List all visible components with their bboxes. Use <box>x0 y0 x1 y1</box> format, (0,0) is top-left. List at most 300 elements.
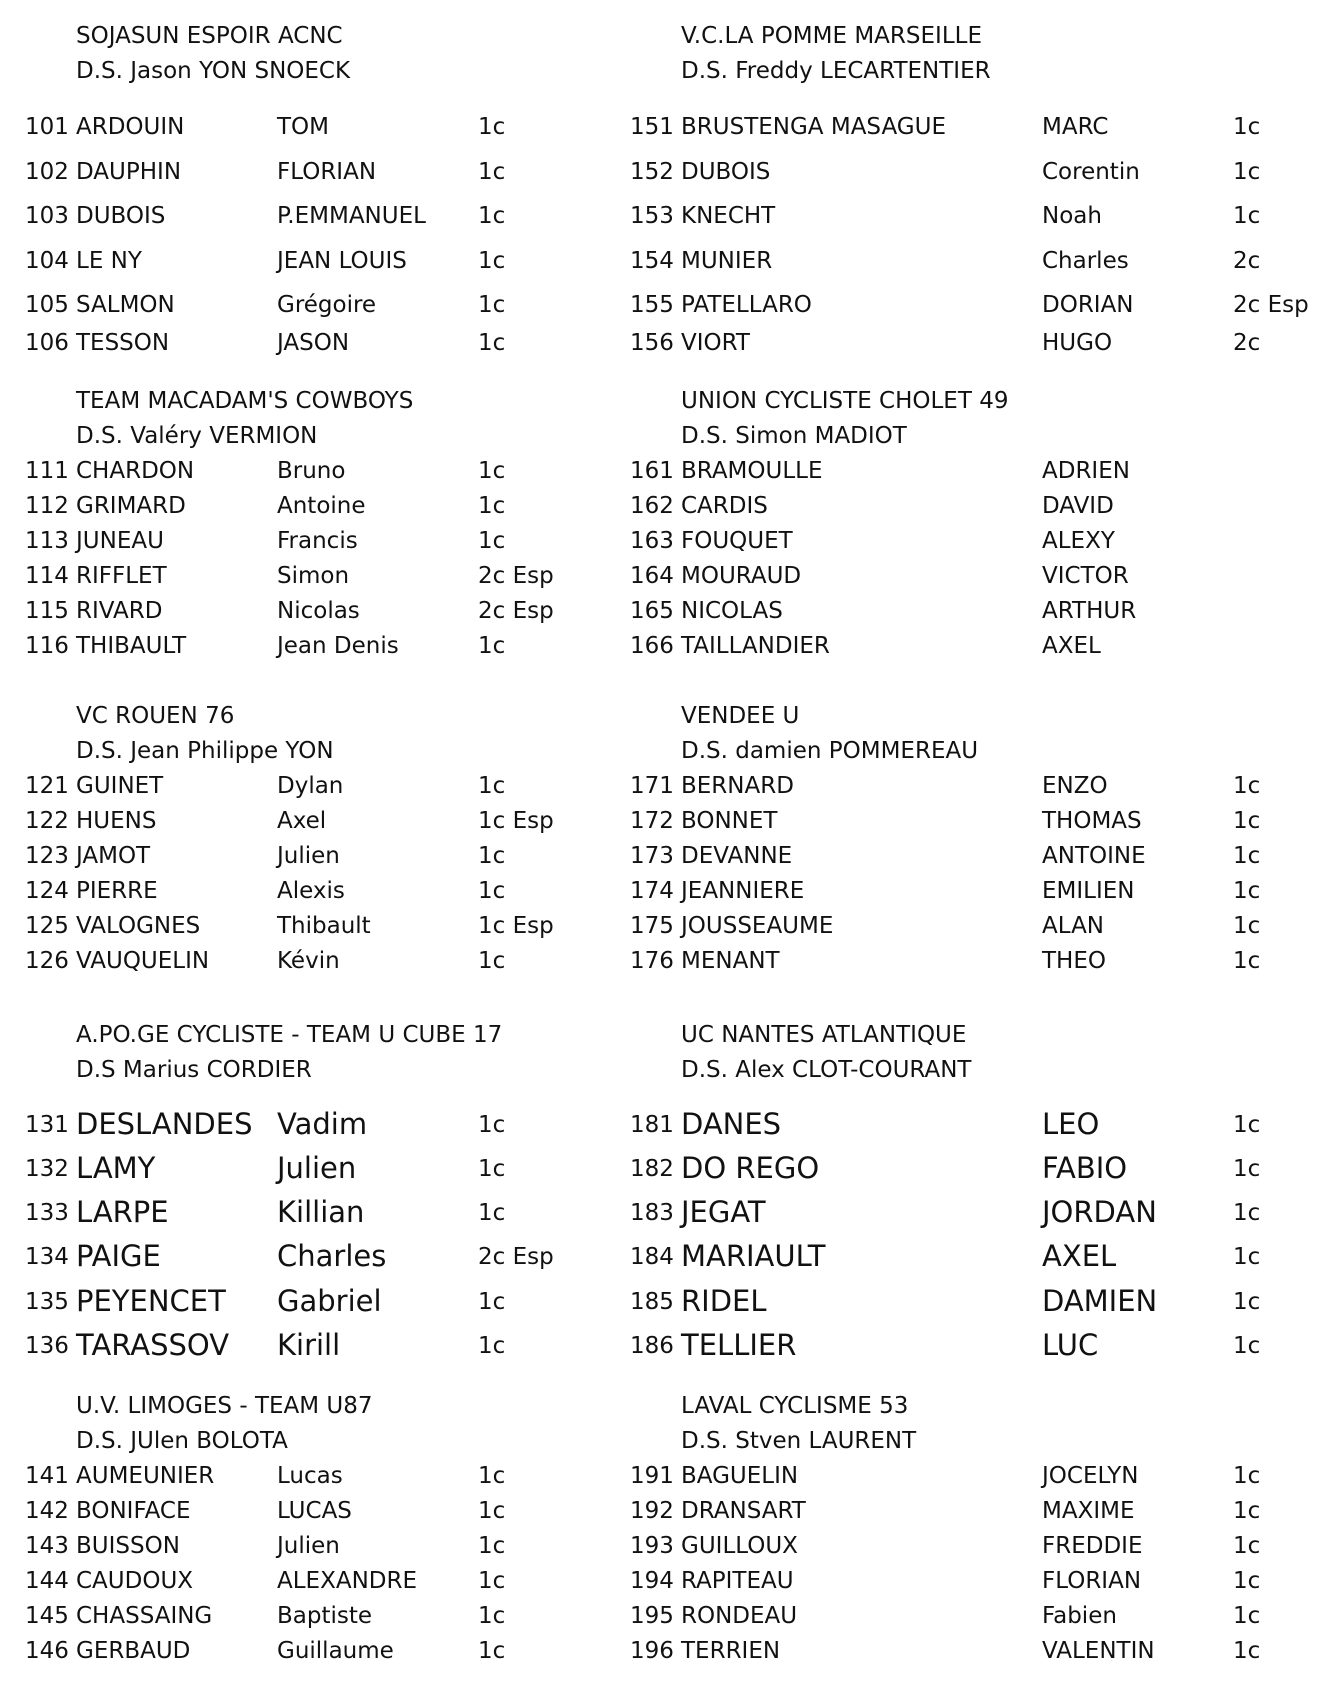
rider-row <box>630 878 1261 910</box>
team-name: VENDEE U <box>681 703 800 729</box>
team-director: D.S. Jason YON SNOECK <box>76 58 351 84</box>
rider-category: 1c <box>1233 808 1261 834</box>
rider-number: 182 <box>630 1156 674 1182</box>
rider-last-name: NICOLAS <box>681 598 783 624</box>
rider-last-name: RAPITEAU <box>681 1568 794 1594</box>
rider-category: 1c <box>478 633 506 659</box>
rider-row <box>25 915 645 945</box>
rider-category: 1c <box>478 1638 506 1664</box>
rider-number: 113 <box>25 528 69 554</box>
rider-number: 131 <box>25 1112 69 1138</box>
rider-row <box>630 1603 1261 1635</box>
rider-category: 1c <box>478 1289 506 1315</box>
rider-last-name: MOURAUD <box>681 563 802 589</box>
rider-category: 2c Esp <box>478 563 554 589</box>
rider-number: 175 <box>630 913 674 939</box>
rider-number: 162 <box>630 493 674 519</box>
team-name: UNION CYCLISTE CHOLET 49 <box>681 388 1009 414</box>
rider-category: 1c <box>1233 1498 1261 1524</box>
rider-category: 1c <box>478 1533 506 1559</box>
rider-number: 121 <box>25 773 69 799</box>
rider-first-name: Charles <box>277 1239 387 1273</box>
rider-number: 183 <box>630 1200 674 1226</box>
rider-row <box>25 1195 645 1232</box>
rider-first-name: Simon <box>277 563 350 589</box>
rider-last-name: BERNARD <box>681 773 794 799</box>
rider-last-name: RONDEAU <box>681 1603 798 1629</box>
rider-first-name: Dylan <box>277 773 344 799</box>
rider-first-name: FABIO <box>1042 1151 1128 1185</box>
rider-row <box>630 1195 1261 1232</box>
rider-last-name: MUNIER <box>681 248 773 274</box>
rider-first-name: LUCAS <box>277 1498 352 1524</box>
rider-last-name: FOUQUET <box>681 528 793 554</box>
team-name: UC NANTES ATLANTIQUE <box>681 1022 967 1048</box>
rider-row <box>25 294 645 324</box>
rider-row <box>630 1107 1261 1144</box>
rider-first-name: DAVID <box>1042 493 1114 519</box>
rider-first-name: Gabriel <box>277 1284 382 1318</box>
rider-number: 186 <box>630 1333 674 1359</box>
rider-last-name: PAIGE <box>76 1239 161 1273</box>
rider-row <box>630 1284 1261 1321</box>
rider-first-name: AXEL <box>1042 633 1101 659</box>
rider-last-name: HUENS <box>76 808 157 834</box>
rider-last-name: BONIFACE <box>76 1498 191 1524</box>
team-name: TEAM MACADAM'S COWBOYS <box>76 388 414 414</box>
rider-last-name: VAUQUELIN <box>76 948 210 974</box>
rider-first-name: ENZO <box>1042 773 1108 799</box>
rider-number: 143 <box>25 1533 69 1559</box>
rider-first-name: Lucas <box>277 1463 343 1489</box>
rider-category: 1c <box>1233 1568 1261 1594</box>
rider-category: 1c <box>1233 1638 1261 1664</box>
rider-number: 124 <box>25 878 69 904</box>
rider-last-name: JAMOT <box>76 843 151 869</box>
rider-number: 194 <box>630 1568 674 1594</box>
rider-row <box>25 1284 645 1321</box>
rider-last-name: CAUDOUX <box>76 1568 194 1594</box>
team-director: D.S. Stven LAURENT <box>681 1428 917 1454</box>
rider-number: 154 <box>630 248 674 274</box>
rider-category: 1c <box>1233 1156 1261 1182</box>
team-name: U.V. LIMOGES - TEAM U87 <box>76 1393 373 1419</box>
rider-first-name: MAXIME <box>1042 1498 1135 1524</box>
rider-category: 1c <box>478 1333 506 1359</box>
rider-number: 105 <box>25 292 69 318</box>
team-name: V.C.LA POMME MARSEILLE <box>681 23 982 49</box>
rider-first-name: JORDAN <box>1042 1195 1157 1229</box>
rider-category: 1c <box>478 1463 506 1489</box>
rider-last-name: ARDOUIN <box>76 114 185 140</box>
rider-first-name: Charles <box>1042 248 1129 274</box>
rider-last-name: DANES <box>681 1107 782 1141</box>
rider-last-name: BUISSON <box>76 1533 180 1559</box>
rider-last-name: VIORT <box>681 330 750 356</box>
rider-number: 172 <box>630 808 674 834</box>
rider-first-name: Bruno <box>277 458 346 484</box>
rider-row <box>25 600 645 630</box>
rider-first-name: Nicolas <box>277 598 360 624</box>
team-name: LAVAL CYCLISME 53 <box>681 1393 909 1419</box>
rider-number: 142 <box>25 1498 69 1524</box>
rider-number: 163 <box>630 528 674 554</box>
rider-first-name: JOCELYN <box>1042 1463 1139 1489</box>
rider-last-name: RIDEL <box>681 1284 767 1318</box>
rider-category: 1c <box>1233 203 1261 229</box>
rider-last-name: RIVARD <box>76 598 163 624</box>
rider-number: 133 <box>25 1200 69 1226</box>
rider-last-name: JUNEAU <box>76 528 164 554</box>
rider-category: 1c Esp <box>478 913 554 939</box>
rider-row <box>25 460 645 490</box>
rider-category: 2c Esp <box>478 1244 554 1270</box>
rider-last-name: JEGAT <box>681 1195 766 1229</box>
rider-last-name: PEYENCET <box>76 1284 226 1318</box>
rider-last-name: TELLIER <box>681 1328 797 1362</box>
rider-category: 1c <box>478 1498 506 1524</box>
rider-row <box>25 810 645 840</box>
rider-first-name: Jean Denis <box>277 633 399 659</box>
rider-number: 166 <box>630 633 674 659</box>
rider-category: 1c <box>1233 843 1261 869</box>
rider-first-name: Vadim <box>277 1107 368 1141</box>
rider-last-name: GUINET <box>76 773 164 799</box>
rider-row <box>630 843 1261 875</box>
rider-number: 144 <box>25 1568 69 1594</box>
rider-row <box>630 330 1261 362</box>
rider-category: 1c <box>478 114 506 140</box>
rider-row <box>25 1328 645 1365</box>
rider-last-name: DUBOIS <box>681 159 771 185</box>
rider-number: 123 <box>25 843 69 869</box>
team-director: D.S. damien POMMEREAU <box>681 738 979 764</box>
team-director: D.S. Valéry VERMION <box>76 423 318 449</box>
rider-first-name: Noah <box>1042 203 1102 229</box>
rider-row <box>630 159 1261 191</box>
rider-category: 1c <box>1233 1603 1261 1629</box>
rider-category: 1c <box>478 948 506 974</box>
rider-last-name: TERRIEN <box>681 1638 781 1664</box>
rider-number: 136 <box>25 1333 69 1359</box>
rider-last-name: TESSON <box>76 330 170 356</box>
rider-number: 135 <box>25 1289 69 1315</box>
rider-row <box>25 635 645 665</box>
rider-last-name: LE NY <box>76 248 142 274</box>
rider-row <box>25 1500 645 1530</box>
rider-number: 125 <box>25 913 69 939</box>
rider-number: 126 <box>25 948 69 974</box>
rider-row <box>25 565 645 595</box>
rider-first-name: DORIAN <box>1042 292 1134 318</box>
rider-row <box>630 495 1250 525</box>
rider-number: 161 <box>630 458 674 484</box>
rider-row <box>630 773 1261 805</box>
rider-row <box>25 1570 645 1600</box>
rider-row <box>630 203 1261 235</box>
rider-row <box>630 1638 1261 1670</box>
rider-first-name: FREDDIE <box>1042 1533 1143 1559</box>
rider-category: 1c <box>1233 878 1261 904</box>
rider-row <box>25 205 645 235</box>
rider-last-name: PATELLARO <box>681 292 812 318</box>
rider-number: 112 <box>25 493 69 519</box>
rider-last-name: MARIAULT <box>681 1239 826 1273</box>
rider-number: 101 <box>25 114 69 140</box>
rider-first-name: VICTOR <box>1042 563 1129 589</box>
rider-row <box>630 248 1261 280</box>
rider-row <box>630 114 1261 146</box>
rider-first-name: EMILIEN <box>1042 878 1135 904</box>
rider-category: 1c <box>478 1568 506 1594</box>
rider-first-name: FLORIAN <box>277 159 377 185</box>
rider-last-name: BRUSTENGA MASAGUE <box>681 114 946 140</box>
rider-number: 141 <box>25 1463 69 1489</box>
rider-number: 165 <box>630 598 674 624</box>
rider-number: 115 <box>25 598 69 624</box>
rider-category: 1c <box>478 1112 506 1138</box>
rider-first-name: MARC <box>1042 114 1109 140</box>
rider-category: 1c <box>1233 1463 1261 1489</box>
rider-category: 1c <box>478 528 506 554</box>
rider-first-name: LUC <box>1042 1328 1099 1362</box>
rider-last-name: THIBAULT <box>76 633 187 659</box>
rider-last-name: LAMY <box>76 1151 156 1185</box>
team-director: D.S. Alex CLOT-COURANT <box>681 1057 972 1083</box>
rider-last-name: TAILLANDIER <box>681 633 830 659</box>
rider-category: 1c <box>478 878 506 904</box>
team-director: D.S. JUlen BOLOTA <box>76 1428 288 1454</box>
rider-last-name: DO REGO <box>681 1151 820 1185</box>
rider-category: 1c <box>478 773 506 799</box>
rider-row <box>25 332 645 362</box>
rider-row <box>630 292 1309 324</box>
rider-first-name: VALENTIN <box>1042 1638 1155 1664</box>
rider-last-name: BRAMOULLE <box>681 458 823 484</box>
rider-category: 1c <box>478 292 506 318</box>
rider-row <box>630 460 1250 490</box>
rider-row <box>630 635 1250 665</box>
rider-row <box>25 775 645 805</box>
rider-number: 171 <box>630 773 674 799</box>
rider-first-name: ALEXY <box>1042 528 1115 554</box>
rider-row <box>25 880 645 910</box>
rider-category: 2c Esp <box>478 598 554 624</box>
rider-category: 1c <box>1233 1244 1261 1270</box>
rider-row <box>25 1107 645 1144</box>
rider-last-name: KNECHT <box>681 203 776 229</box>
rider-category: 1c <box>478 203 506 229</box>
rider-category: 1c <box>478 159 506 185</box>
rider-number: 153 <box>630 203 674 229</box>
team-name: A.PO.GE CYCLISTE - TEAM U CUBE 17 <box>76 1022 503 1048</box>
rider-first-name: P.EMMANUEL <box>277 203 426 229</box>
rider-row <box>25 1465 645 1495</box>
rider-category: 1c <box>1233 1112 1261 1138</box>
rider-first-name: ARTHUR <box>1042 598 1137 624</box>
rider-category: 1c <box>1233 1200 1261 1226</box>
rider-last-name: PIERRE <box>76 878 158 904</box>
rider-last-name: GERBAUD <box>76 1638 191 1664</box>
rider-first-name: Antoine <box>277 493 366 519</box>
rider-first-name: ALAN <box>1042 913 1105 939</box>
rider-number: 191 <box>630 1463 674 1489</box>
rider-category: 1c <box>1233 1533 1261 1559</box>
rider-number: 155 <box>630 292 674 318</box>
rider-first-name: JASON <box>277 330 350 356</box>
rider-first-name: Killian <box>277 1195 365 1229</box>
rider-number: 156 <box>630 330 674 356</box>
rider-last-name: RIFFLET <box>76 563 167 589</box>
rider-row <box>630 1533 1261 1565</box>
rider-row <box>630 913 1261 945</box>
rider-first-name: Julien <box>277 1533 340 1559</box>
rider-category: 1c <box>1233 913 1261 939</box>
team-name: SOJASUN ESPOIR ACNC <box>76 23 343 49</box>
rider-number: 176 <box>630 948 674 974</box>
rider-category: 1c <box>478 458 506 484</box>
team-director: D.S. Freddy LECARTENTIER <box>681 58 991 84</box>
rider-row <box>25 1605 645 1635</box>
rider-number: 114 <box>25 563 69 589</box>
rider-category: 1c <box>1233 114 1261 140</box>
rider-number: 173 <box>630 843 674 869</box>
rider-first-name: Corentin <box>1042 159 1140 185</box>
rider-last-name: DRANSART <box>681 1498 806 1524</box>
rider-row <box>630 808 1261 840</box>
rider-number: 146 <box>25 1638 69 1664</box>
rider-last-name: BAGUELIN <box>681 1463 799 1489</box>
team-name: VC ROUEN 76 <box>76 703 235 729</box>
rider-first-name: Francis <box>277 528 358 554</box>
rider-category: 1c <box>478 493 506 519</box>
rider-last-name: DESLANDES <box>76 1107 253 1141</box>
rider-row <box>630 600 1250 630</box>
rider-number: 192 <box>630 1498 674 1524</box>
rider-first-name: Grégoire <box>277 292 377 318</box>
rider-row <box>25 161 645 191</box>
rider-number: 103 <box>25 203 69 229</box>
rider-last-name: JEANNIERE <box>681 878 805 904</box>
rider-category: 1c <box>1233 159 1261 185</box>
rider-first-name: ADRIEN <box>1042 458 1130 484</box>
rider-first-name: TOM <box>277 114 329 140</box>
rider-first-name: Alexis <box>277 878 345 904</box>
rider-last-name: SALMON <box>76 292 175 318</box>
rider-row <box>630 565 1250 595</box>
rider-number: 132 <box>25 1156 69 1182</box>
rider-number: 134 <box>25 1244 69 1270</box>
rider-number: 104 <box>25 248 69 274</box>
rider-first-name: LEO <box>1042 1107 1100 1141</box>
rider-last-name: CARDIS <box>681 493 768 519</box>
rider-category: 1c <box>1233 1333 1261 1359</box>
team-director: D.S. Simon MADIOT <box>681 423 907 449</box>
rider-row <box>630 1568 1261 1600</box>
rider-number: 116 <box>25 633 69 659</box>
rider-row <box>630 1328 1261 1365</box>
rider-category: 1c <box>1233 1289 1261 1315</box>
rider-first-name: Thibault <box>277 913 371 939</box>
rider-last-name: VALOGNES <box>76 913 201 939</box>
rider-number: 196 <box>630 1638 674 1664</box>
rider-last-name: DAUPHIN <box>76 159 182 185</box>
rider-category: 1c <box>1233 773 1261 799</box>
rider-first-name: Julien <box>277 843 340 869</box>
rider-last-name: BONNET <box>681 808 778 834</box>
team-director: D.S Marius CORDIER <box>76 1057 312 1083</box>
rider-first-name: DAMIEN <box>1042 1284 1158 1318</box>
rider-last-name: CHARDON <box>76 458 195 484</box>
rider-category: 1c <box>1233 948 1261 974</box>
rider-first-name: Baptiste <box>277 1603 373 1629</box>
rider-number: 185 <box>630 1289 674 1315</box>
rider-last-name: AUMEUNIER <box>76 1463 215 1489</box>
rider-number: 193 <box>630 1533 674 1559</box>
rider-row <box>25 250 645 280</box>
rider-category: 1c Esp <box>478 808 554 834</box>
rider-last-name: DUBOIS <box>76 203 166 229</box>
rider-last-name: DEVANNE <box>681 843 793 869</box>
rider-first-name: THOMAS <box>1042 808 1142 834</box>
rider-number: 111 <box>25 458 69 484</box>
rider-row <box>630 1463 1261 1495</box>
rider-number: 152 <box>630 159 674 185</box>
rider-first-name: AXEL <box>1042 1239 1117 1273</box>
rider-number: 106 <box>25 330 69 356</box>
rider-category: 1c <box>478 1200 506 1226</box>
rider-last-name: MENANT <box>681 948 780 974</box>
rider-category: 1c <box>478 1603 506 1629</box>
rider-row <box>630 1498 1261 1530</box>
rider-row <box>630 1151 1261 1188</box>
rider-number: 174 <box>630 878 674 904</box>
rider-first-name: Guillaume <box>277 1638 394 1664</box>
rider-first-name: Julien <box>277 1151 357 1185</box>
rider-last-name: CHASSAING <box>76 1603 213 1629</box>
rider-number: 184 <box>630 1244 674 1270</box>
rider-number: 122 <box>25 808 69 834</box>
rider-row <box>25 495 645 525</box>
rider-category: 1c <box>478 248 506 274</box>
rider-first-name: ALEXANDRE <box>277 1568 417 1594</box>
rider-category: 2c Esp <box>1233 292 1309 318</box>
rider-number: 151 <box>630 114 674 140</box>
rider-row <box>630 530 1250 560</box>
rider-first-name: ANTOINE <box>1042 843 1146 869</box>
rider-first-name: Kévin <box>277 948 340 974</box>
rider-number: 181 <box>630 1112 674 1138</box>
team-director: D.S. Jean Philippe YON <box>76 738 334 764</box>
rider-last-name: JOUSSEAUME <box>681 913 834 939</box>
rider-row <box>25 116 645 146</box>
rider-category: 1c <box>478 330 506 356</box>
rider-row <box>630 948 1261 980</box>
rider-first-name: Kirill <box>277 1328 341 1362</box>
rider-row <box>25 1151 645 1188</box>
rider-row <box>25 1239 645 1276</box>
rider-first-name: THEO <box>1042 948 1106 974</box>
rider-category: 1c <box>478 1156 506 1182</box>
rider-first-name: Fabien <box>1042 1603 1117 1629</box>
rider-category: 2c <box>1233 330 1261 356</box>
rider-first-name: FLORIAN <box>1042 1568 1142 1594</box>
rider-row <box>25 845 645 875</box>
rider-first-name: Axel <box>277 808 327 834</box>
rider-row <box>25 1640 645 1670</box>
rider-row <box>25 950 645 980</box>
rider-last-name: GUILLOUX <box>681 1533 798 1559</box>
